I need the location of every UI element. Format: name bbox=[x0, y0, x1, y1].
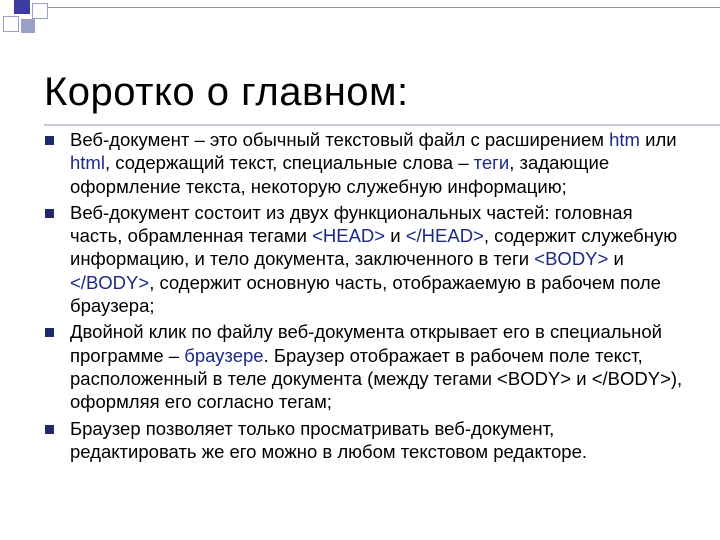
text-segment: Веб-документ состоит из двух функциональных частей: головная часть, обрамленная тегами bbox=[70, 201, 633, 247]
text-segment: Браузер позволяет только просматривать веб-документ, редактировать же его можно в любом текстовом редакторе. bbox=[70, 417, 588, 462]
text-segment: , содержит служебную информацию, и тело документа, заключенного в теги bbox=[70, 225, 678, 270]
bullet-text bbox=[70, 418, 587, 462]
bullet-text bbox=[70, 129, 677, 197]
highlighted-term: теги bbox=[473, 152, 510, 174]
text-segment: и bbox=[385, 225, 406, 247]
square-bullet-icon bbox=[45, 209, 54, 218]
square-bullet-icon bbox=[45, 136, 54, 145]
corner-square-light bbox=[21, 19, 35, 33]
slide-title: Коротко о главном: bbox=[44, 70, 409, 114]
text-segment: , задающие оформление текста, некоторую служебную информацию; bbox=[70, 152, 610, 197]
highlighted-term: <BODY> bbox=[534, 248, 609, 270]
corner-square-outline bbox=[32, 3, 48, 19]
highlighted-term: </BODY> bbox=[70, 271, 150, 293]
square-bullet-icon bbox=[45, 425, 54, 434]
text-segment: и bbox=[608, 248, 624, 270]
text-segment: , содержащий текст, специальные слова – bbox=[104, 152, 474, 174]
corner-square-dark bbox=[14, 0, 30, 14]
text-segment: Двойной клик по файлу веб-документа открывает его в специальной программе – bbox=[70, 321, 662, 366]
highlighted-term: htm bbox=[609, 129, 640, 150]
highlighted-term: </HEAD> bbox=[405, 225, 484, 247]
top-divider bbox=[48, 7, 720, 8]
bullet-item bbox=[0, 417, 720, 464]
text-segment: , содержит основную часть, отображаемую в рабочем поле браузера; bbox=[70, 271, 661, 317]
highlighted-term: html bbox=[70, 152, 105, 174]
bullet-list bbox=[0, 124, 720, 463]
text-segment: или bbox=[639, 129, 677, 150]
corner-square-outline bbox=[3, 16, 19, 32]
bullet-item bbox=[0, 128, 720, 198]
bullet-text bbox=[70, 202, 677, 316]
bullet-item bbox=[0, 201, 720, 317]
square-bullet-icon bbox=[45, 328, 54, 337]
bullet-item bbox=[0, 320, 720, 413]
highlighted-term: браузере bbox=[184, 344, 264, 366]
text-segment: . Браузер отображает в рабочем поле текст, расположенный в теле документа (между тегами <BODY> и </BODY>), оформляя его согласно тегам; bbox=[70, 344, 683, 413]
bullet-text bbox=[70, 321, 682, 412]
text-segment: Веб-документ – это обычный текстовый файл с расширением bbox=[70, 129, 610, 150]
highlighted-term: <HEAD> bbox=[312, 225, 386, 247]
